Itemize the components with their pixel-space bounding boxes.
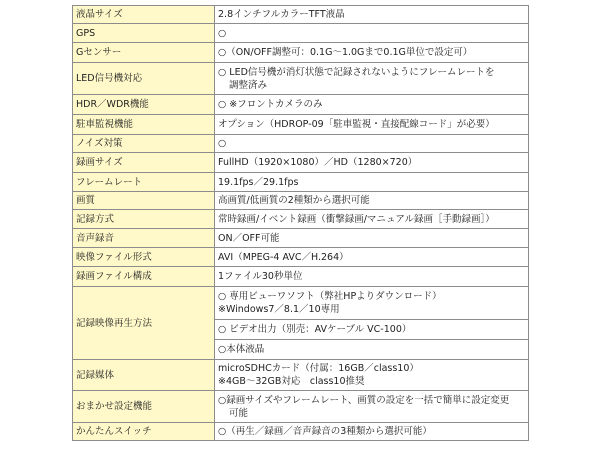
row-label: 音声録音	[73, 229, 215, 248]
table-row	[73, 63, 529, 95]
row-label: 駐車監視機能	[73, 115, 215, 135]
row-label: おまかせ設定機能	[73, 391, 215, 423]
row-label: Gセンサー	[73, 43, 215, 63]
row-value: オプション（HDROP-09「駐車監視・直接配線コード」が必要）	[215, 115, 529, 135]
value-line: 調整済み	[229, 79, 268, 91]
row-value: 1ファイル30秒単位	[215, 267, 529, 287]
table-row	[73, 267, 529, 287]
row-value	[215, 391, 529, 423]
row-value: FullHD（1920×1080）／HD（1280×720）	[215, 153, 529, 173]
spec-table	[72, 5, 529, 441]
row-value: ○（ON/OFF調整可：0.1G～1.0Gまで0.1G単位で設定可）	[215, 43, 529, 63]
row-value: 19.1fps／29.1fps	[215, 173, 529, 192]
row-label: 液晶サイズ	[73, 6, 215, 24]
value-line: ※4GB～32GB対応 class10推奨	[218, 376, 365, 387]
value-line: ○ LED信号機が消灯状態で記録されないようにフレームレートを	[218, 66, 495, 78]
row-label: フレームレート	[73, 173, 215, 192]
row-value: ○	[215, 24, 529, 43]
table-row	[73, 43, 529, 63]
value-line: ○ 専用ビューワソフト（弊社HPよりダウンロード）	[218, 291, 442, 302]
row-value: ○ ビデオ出力（別売：AVケーブル VC-100）	[215, 320, 529, 340]
row-value: ON／OFF可能	[215, 229, 529, 248]
row-value: 常時録画/イベント録画（衝撃録画/マニュアル録画［手動録画］）	[215, 210, 529, 229]
table-row	[73, 192, 529, 210]
row-label: 映像ファイル形式	[73, 248, 215, 267]
table-row	[73, 391, 529, 423]
row-value: ○（再生／録画／音声録音の3種類から選択可能）	[215, 423, 529, 441]
row-value	[215, 63, 529, 95]
row-label: ノイズ対策	[73, 135, 215, 153]
table-row	[73, 115, 529, 135]
row-label: 記録方式	[73, 210, 215, 229]
row-label: HDR／WDR機能	[73, 95, 215, 115]
row-value: AVI（MPEG-4 AVC／H.264）	[215, 248, 529, 267]
table-row	[73, 360, 529, 391]
table-row	[73, 229, 529, 248]
table-row	[73, 135, 529, 153]
row-label: 記録媒体	[73, 360, 215, 391]
value-line: microSDHCカード（付属：16GB／class10）	[218, 363, 419, 374]
row-label: かんたんスイッチ	[73, 423, 215, 441]
row-value	[215, 287, 529, 320]
row-value: 高画質/低画質の2種類から選択可能	[215, 192, 529, 210]
table-row	[73, 248, 529, 267]
row-label: GPS	[73, 24, 215, 43]
row-value	[215, 360, 529, 391]
value-line: 可能	[229, 407, 249, 419]
table-row	[73, 173, 529, 192]
row-label: 録画サイズ	[73, 153, 215, 173]
row-label: 画質	[73, 192, 215, 210]
value-line: ○録画サイズやフレームレート、画質の設定を一括で簡単に設定変更	[218, 394, 510, 406]
row-label: 記録映像再生方法	[73, 287, 215, 360]
row-value: ○本体液晶	[215, 340, 529, 360]
table-row	[73, 423, 529, 441]
row-label: 録画ファイル構成	[73, 267, 215, 287]
row-value: ○ ※フロントカメラのみ	[215, 95, 529, 115]
table-row	[73, 287, 529, 320]
row-label: LED信号機対応	[73, 63, 215, 95]
table-row	[73, 6, 529, 24]
value-line: ※Windows7／8.1／10専用	[218, 304, 340, 315]
table-row	[73, 210, 529, 229]
table-row	[73, 24, 529, 43]
row-value: 2.8インチフルカラーTFT液晶	[215, 6, 529, 24]
table-row	[73, 153, 529, 173]
row-value: ○	[215, 135, 529, 153]
table-row	[73, 95, 529, 115]
